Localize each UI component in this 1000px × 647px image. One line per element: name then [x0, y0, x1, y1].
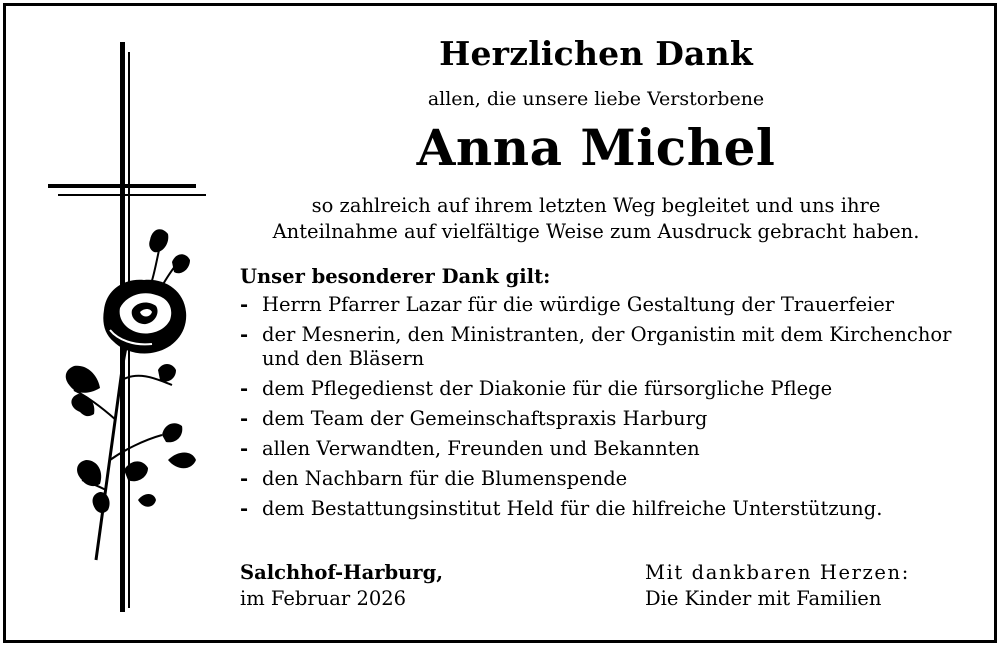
dash-bullet: - [240, 293, 249, 316]
thanks-list-item [240, 467, 970, 491]
thanks-item-text: dem Pflegedienst der Diakonie für die fürsorgliche Pflege [262, 377, 833, 400]
thanks-list-item [240, 323, 970, 371]
thanks-list-item [240, 293, 970, 317]
footer-place: Salchhof-Harburg, [240, 561, 443, 584]
thanks-list [240, 293, 970, 527]
footer-date: im Februar 2026 [240, 587, 407, 610]
thanks-heading: Unser besonderer Dank gilt: [240, 265, 551, 288]
thanks-item-text: der Mesnerin, den Ministranten, der Organistin mit dem Kirchenchor und den Bläsern [262, 323, 952, 370]
thanks-list-item [240, 407, 970, 431]
dash-bullet: - [240, 467, 249, 490]
notice-body-line-1: so zahlreich auf ihrem letzten Weg begleitet und uns ihre [311, 194, 881, 217]
thanks-item-text: allen Verwandten, Freunden und Bekannten [262, 437, 700, 460]
thanks-item-text: Herrn Pfarrer Lazar für die würdige Gestaltung der Trauerfeier [262, 293, 895, 316]
dash-bullet: - [240, 497, 249, 520]
dash-bullet: - [240, 377, 249, 400]
thanks-item-text: dem Team der Gemeinschaftspraxis Harburg [262, 407, 708, 430]
notice-title: Herzlichen Dank [439, 34, 753, 73]
thanks-item-text: den Nachbarn für die Blumenspende [262, 467, 628, 490]
thanks-list-item [240, 497, 970, 521]
cross-with-rose-icon [44, 40, 214, 615]
thanks-list-item [240, 377, 970, 401]
notice-body [240, 193, 952, 245]
dash-bullet: - [240, 437, 249, 460]
deceased-name: Anna Michel [416, 118, 776, 177]
footer-signature-block [645, 560, 910, 612]
notice-intro: allen, die unsere liebe Verstorbene [427, 88, 765, 110]
footer-signature: Die Kinder mit Familien [645, 587, 882, 610]
dash-bullet: - [240, 323, 249, 346]
thanks-list-item [240, 437, 970, 461]
footer-closing: Mit dankbaren Herzen: [645, 561, 910, 584]
thanks-item-text: dem Bestattungsinstitut Held für die hilfreiche Unterstützung. [262, 497, 883, 520]
notice-body-line-2: Anteilnahme auf vielfältige Weise zum Ausdruck gebracht haben. [272, 220, 920, 243]
dash-bullet: - [240, 407, 249, 430]
footer-place-date [240, 560, 443, 612]
